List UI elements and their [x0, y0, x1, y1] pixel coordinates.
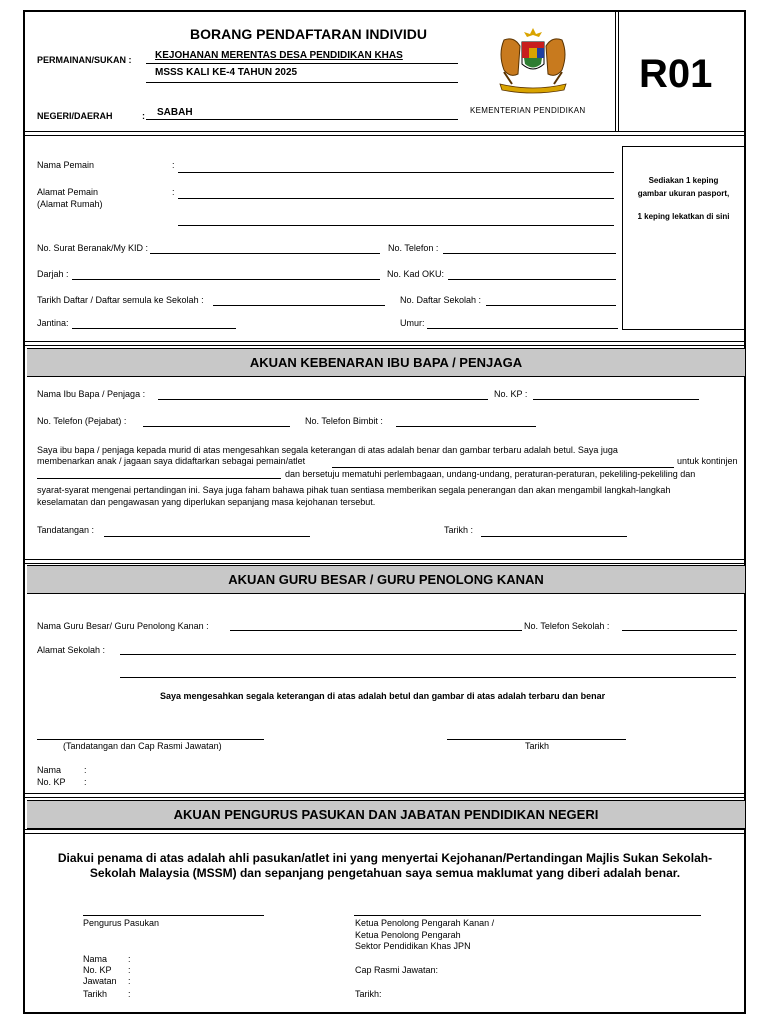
alamat-sekolah-field-1[interactable]	[120, 654, 736, 655]
alamat-pemain-colon: :	[172, 187, 175, 197]
umur-field[interactable]	[427, 328, 618, 329]
photo-instruction-2: gambar ukuran pasport,	[637, 189, 730, 198]
permainan-line-1	[146, 63, 458, 64]
tel-pejabat-field[interactable]	[143, 426, 290, 427]
ketua-label-2: Ketua Penolong Pengarah	[355, 930, 461, 940]
tandatangan-field[interactable]	[104, 536, 310, 537]
atlet-field[interactable]	[332, 467, 674, 468]
negeri-value: SABAH	[157, 107, 193, 118]
header-bottom-rule	[25, 131, 745, 136]
section-header-guru: AKUAN GURU BESAR / GURU PENOLONG KANAN	[27, 565, 745, 594]
pengurus-tarikh-colon: :	[128, 989, 131, 999]
pengurus-statement-2: Sekolah Malaysia (MSSM) dan sepanjang pengetahuan saya semua maklumat yang diberi adalah benar.	[89, 866, 681, 880]
alamat-pemain-field-2[interactable]	[178, 225, 614, 226]
darjah-field[interactable]	[72, 279, 380, 280]
guru-date-caption: Tarikh	[525, 741, 550, 751]
section-rule-4	[25, 829, 745, 834]
darjah-label: Darjah :	[37, 269, 69, 279]
section-rule-1	[25, 341, 745, 346]
ibubapa-para-3: dan bersetuju mematuhi perlembagaan, undang-undang, peraturan-peraturan, pekeliling-pekeliling dan	[285, 469, 696, 479]
ibubapa-tarikh-field[interactable]	[481, 536, 627, 537]
photo-box[interactable]	[622, 146, 745, 330]
surat-beranak-label: No. Surat Beranak/My KID :	[37, 243, 149, 253]
tarikh-daftar-field[interactable]	[213, 305, 385, 306]
permainan-value-2: MSSS KALI KE-4 TAHUN 2025	[155, 67, 298, 78]
negeri-line	[146, 119, 458, 120]
form-code: R01	[639, 52, 713, 96]
pengurus-kp-label: No. KP	[83, 965, 112, 975]
tel-bimbit-field[interactable]	[396, 426, 536, 427]
no-daftar-field[interactable]	[486, 305, 616, 306]
kad-oku-label: No. Kad OKU:	[387, 269, 445, 279]
jantina-field[interactable]	[72, 328, 236, 329]
tel-bimbit-label: No. Telefon Bimbit :	[305, 416, 383, 426]
telefon-label: No. Telefon :	[388, 243, 439, 253]
permainan-label: PERMAINAN/SUKAN :	[37, 55, 132, 65]
ketua-sign-field[interactable]	[354, 915, 701, 916]
pengurus-jawatan-label: Jawatan	[83, 976, 117, 986]
alamat-sekolah-field-2[interactable]	[120, 677, 736, 678]
ketua-tarikh-label: Tarikh:	[355, 989, 382, 999]
ibubapa-para-4: syarat-syarat mengenai pertandingan ini. Saya juga faham bahawa pihak tuan sentiasa memberikan segala penerangan dan akan mengambil langkah-langkah	[37, 485, 671, 495]
guru-date-field[interactable]	[447, 739, 626, 740]
pengurus-sign-field[interactable]	[83, 915, 264, 916]
ibubapa-kp-label: No. KP :	[494, 389, 528, 399]
ibubapa-para-5: keselamatan dan pengawasan yang diperlukan sepanjang masa kejohanan tersebut.	[37, 497, 376, 507]
section-rule-3	[25, 793, 745, 798]
alamat-rumah-label: (Alamat Rumah)	[37, 199, 103, 209]
negeri-colon: :	[142, 111, 145, 121]
nama-ibubapa-label: Nama Ibu Bapa / Penjaga :	[37, 389, 146, 399]
ibubapa-para-2: membenarkan anak / jagaan saya didaftarkan sebagai pemain/atlet	[37, 456, 306, 466]
guru-kp-colon: :	[84, 777, 87, 787]
nama-pemain-label: Nama Pemain	[37, 160, 95, 170]
permainan-line-2	[146, 82, 458, 83]
pengurus-tarikh-label: Tarikh	[83, 989, 108, 999]
alamat-pemain-field-1[interactable]	[178, 198, 614, 199]
tandatangan-label: Tandatangan :	[37, 525, 95, 535]
ibubapa-para-1: Saya ibu bapa / penjaga kepada murid di atas mengesahkan segala keterangan di atas adalah benar dan gambar terbaru adalah betul. Saya juga	[37, 445, 618, 455]
photo-instruction-1: Sediakan 1 keping	[648, 176, 719, 185]
header-divider	[615, 11, 619, 131]
pengurus-label: Pengurus Pasukan	[83, 918, 160, 928]
tel-sekolah-field[interactable]	[622, 630, 737, 631]
pengurus-nama-label: Nama	[83, 954, 108, 964]
pengurus-nama-colon: :	[128, 954, 131, 964]
nama-pemain-field[interactable]	[178, 172, 614, 173]
pengurus-kp-colon: :	[128, 965, 131, 975]
nama-pemain-colon: :	[172, 160, 175, 170]
guru-nama-colon: :	[84, 765, 87, 775]
umur-label: Umur:	[400, 318, 425, 328]
kad-oku-field[interactable]	[448, 279, 616, 280]
guru-nama-label: Nama	[37, 765, 62, 775]
ibubapa-para-2b: untuk kontinjen	[677, 456, 738, 466]
ketua-label-1: Ketua Penolong Pengarah Kanan /	[355, 918, 495, 928]
photo-instruction-3: 1 keping lekatkan di sini	[637, 212, 730, 221]
guru-statement: Saya mengesahkan segala keterangan di atas adalah betul dan gambar di atas adalah terbaru dan benar	[160, 691, 606, 701]
cap-rasmi-label: Cap Rasmi Jawatan:	[355, 965, 439, 975]
jantina-label: Jantina:	[37, 318, 69, 328]
negeri-label: NEGERI/DAERAH	[37, 111, 113, 121]
guru-kp-label: No. KP	[37, 777, 66, 787]
section-header-pengurus: AKUAN PENGURUS PASUKAN DAN JABATAN PENDIDIKAN NEGERI	[27, 800, 745, 829]
nama-ibubapa-field[interactable]	[158, 399, 488, 400]
telefon-field[interactable]	[443, 253, 616, 254]
form-title: BORANG PENDAFTARAN INDIVIDU	[190, 26, 427, 42]
kontinjen-field[interactable]	[37, 478, 281, 479]
alamat-sekolah-label: Alamat Sekolah :	[37, 645, 106, 655]
nama-guru-label: Nama Guru Besar/ Guru Penolong Kanan :	[37, 621, 209, 631]
ibubapa-kp-field[interactable]	[533, 399, 699, 400]
permainan-value-1: KEJOHANAN MERENTAS DESA PENDIDIKAN KHAS	[155, 50, 403, 61]
guru-sign-caption: (Tandatangan dan Cap Rasmi Jawatan)	[63, 741, 222, 751]
ketua-label-3: Sektor Pendidikan Khas JPN	[355, 941, 471, 951]
tel-pejabat-label: No. Telefon (Pejabat) :	[37, 416, 127, 426]
surat-beranak-field[interactable]	[150, 253, 380, 254]
alamat-pemain-label: Alamat Pemain	[37, 187, 99, 197]
tel-sekolah-label: No. Telefon Sekolah :	[524, 621, 610, 631]
ministry-label: KEMENTERIAN PENDIDIKAN	[470, 106, 586, 115]
nama-guru-field[interactable]	[230, 630, 522, 631]
tarikh-daftar-label: Tarikh Daftar / Daftar semula ke Sekolah :	[37, 295, 204, 305]
pengurus-jawatan-colon: :	[128, 976, 131, 986]
guru-sign-field[interactable]	[37, 739, 264, 740]
pengurus-statement-1: Diakui penama di atas adalah ahli pasukan/atlet ini yang menyertai Kejohanan/Pertandingan Majlis Sukan Sekolah-	[57, 851, 713, 865]
section-header-ibubapa: AKUAN KEBENARAN IBU BAPA / PENJAGA	[27, 348, 745, 377]
no-daftar-label: No. Daftar Sekolah :	[400, 295, 482, 305]
coat-of-arms-logo	[492, 26, 574, 98]
section-rule-2	[25, 559, 745, 564]
ibubapa-tarikh-label: Tarikh :	[444, 525, 474, 535]
